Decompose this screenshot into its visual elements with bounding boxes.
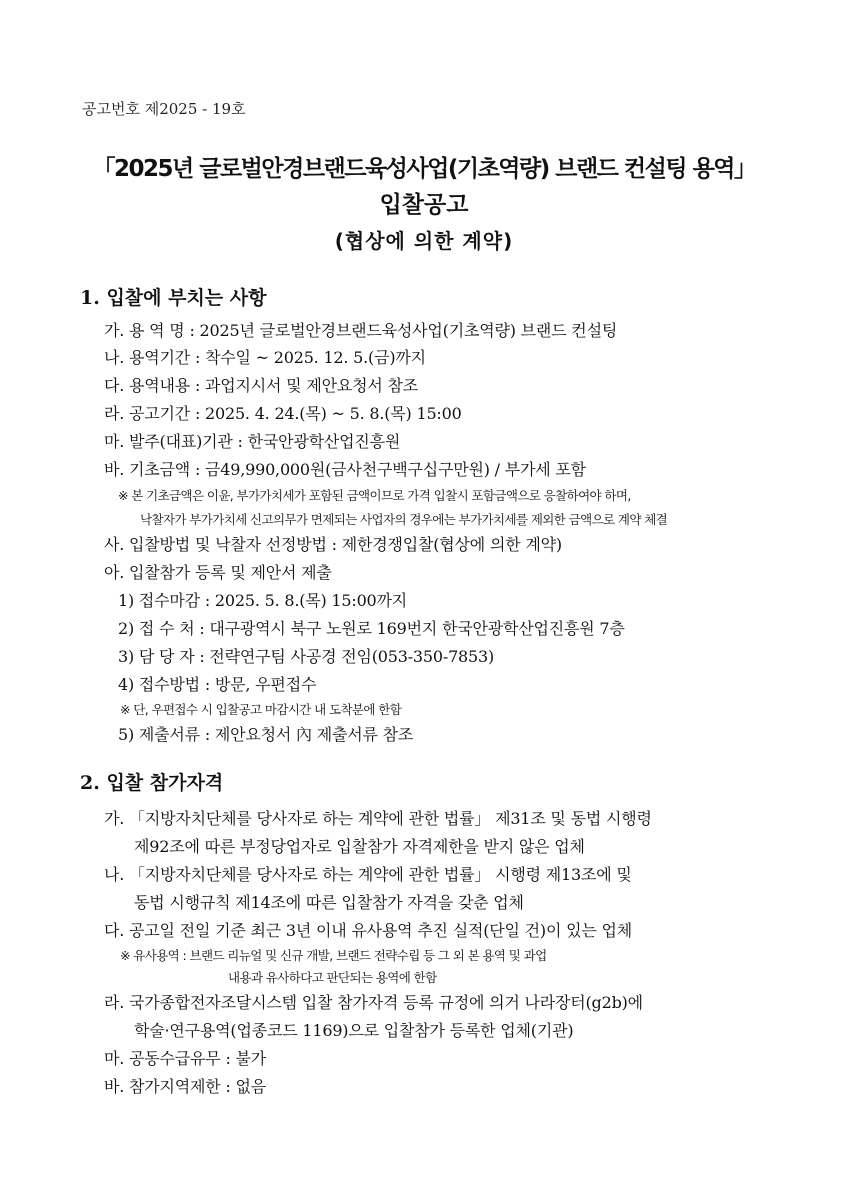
document-title: 「2025년 글로벌안경브랜드육성사업(기초역량) 브랜드 컨설팅 용역」 (92, 156, 756, 182)
notice-number: 공고번호 제2025 - 19호 (82, 100, 246, 118)
qualification-na-line1: 나. 「지방자치단체를 당사자로 하는 계약에 관한 법률」 시행령 제13조에 및 (104, 865, 632, 884)
item-base-amount: 바. 기초금액 : 금49,990,000원(금사천구백구십구만원) / 부가세 포함 (104, 460, 586, 479)
contract-type: (협상에 의한 계약) (334, 229, 514, 253)
section1-heading: 1. 입찰에 부치는 사항 (80, 287, 267, 309)
item-service-name: 가. 용 역 명 : 2025년 글로벌안경브랜드육성사업(기초역량) 브랜드 컨설팅 (104, 321, 618, 340)
qualification-da: 다. 공고일 전일 기준 최근 3년 이내 유사용역 추진 실적(단일 건)이 있는 업체 (104, 921, 633, 940)
sub-contact-person: 3) 담 당 자 : 전략연구팀 사공경 전임(053-350-7853) (118, 647, 495, 666)
sub-required-documents: 5) 제출서류 : 제안요청서 內 제출서류 참조 (118, 725, 414, 744)
similar-service-note-line1: ※ 유사용역 : 브랜드 리뉴얼 및 신규 개발, 브랜드 전략수립 등 그 외 본 용역 및 과업 (120, 948, 547, 963)
sub-deadline: 1) 접수마감 : 2025. 5. 8.(목) 15:00까지 (118, 591, 408, 610)
similar-service-note-line2: 내용과 유사하다고 판단되는 용역에 한함 (228, 970, 437, 985)
qualification-ra-line2: 학술·연구용역(업종코드 1169)으로 입찰참가 등록한 업체(기관) (134, 1021, 574, 1040)
item-ordering-agency: 마. 발주(대표)기관 : 한국안광학산업진흥원 (104, 432, 401, 451)
item-service-content: 다. 용역내용 : 과업지시서 및 제안요청서 참조 (104, 376, 419, 395)
section2-heading: 2. 입찰 참가자격 (80, 772, 224, 794)
sub-receiving-place: 2) 접 수 처 : 대구광역시 북구 노원로 169번지 한국안광학산업진흥원 7층 (118, 619, 625, 638)
mail-note: ※ 단, 우편접수 시 입찰공고 마감시간 내 도착분에 한함 (120, 702, 402, 717)
qualification-ga-line2: 제92조에 따른 부정당업자로 입찰참가 자격제한을 받지 않은 업체 (134, 837, 585, 856)
item-registration: 아. 입찰참가 등록 및 제안서 제출 (104, 563, 332, 582)
qualification-na-line2: 동법 시행규칙 제14조에 따른 입찰참가 자격을 갖춘 업체 (134, 893, 524, 912)
qualification-ga-line1: 가. 「지방자치단체를 당사자로 하는 계약에 관한 법률」 제31조 및 동법 시행령 (104, 809, 652, 828)
document-subtitle: 입찰공고 (379, 192, 469, 218)
qualification-ma: 마. 공동수급유무 : 불가 (104, 1049, 267, 1068)
qualification-ra-line1: 라. 국가종합전자조달시스템 입찰 참가자격 등록 규정에 의거 나라장터(g2b)에 (104, 993, 643, 1012)
item-notice-period: 라. 공고기간 : 2025. 4. 24.(목) ~ 5. 8.(목) 15:00 (104, 404, 462, 423)
base-amount-note-line2: 낙찰자가 부가가치세 신고의무가 면제되는 사업자의 경우에는 부가가치세를 제외한 금액으로 계약 체결 (140, 512, 668, 527)
item-service-period: 나. 용역기간 : 착수일 ~ 2025. 12. 5.(금)까지 (104, 348, 426, 367)
base-amount-note-line1: ※ 본 기초금액은 이윤, 부가가치세가 포함된 금액이므로 가격 입찰시 포함금액으로 응찰하여야 하며, (118, 488, 631, 503)
sub-submission-method: 4) 접수방법 : 방문, 우편접수 (118, 675, 317, 694)
item-bid-method: 사. 입찰방법 및 낙찰자 선정방법 : 제한경쟁입찰(협상에 의한 계약) (104, 535, 562, 554)
qualification-ba: 바. 참가지역제한 : 없음 (104, 1077, 267, 1096)
